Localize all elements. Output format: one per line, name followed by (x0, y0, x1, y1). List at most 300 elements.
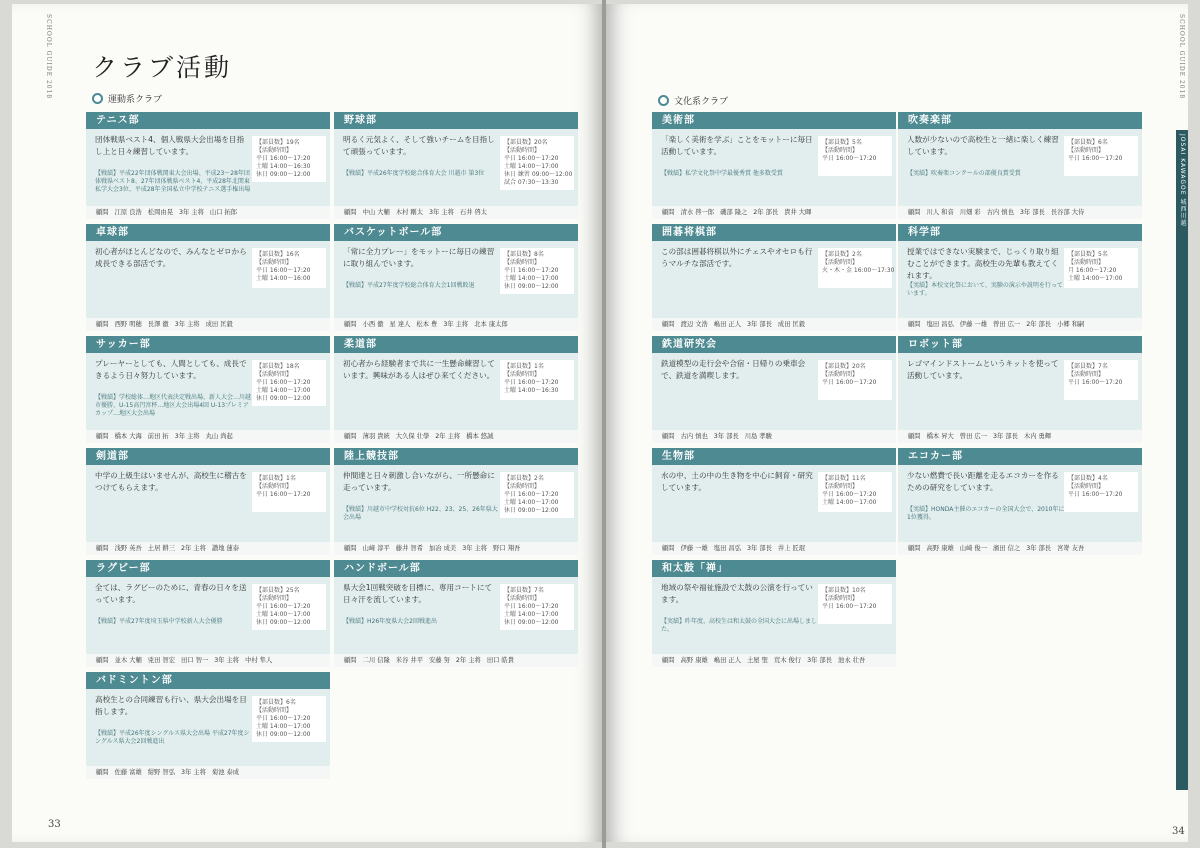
club-info-line: 休日 09:00～12:00 (256, 731, 311, 738)
club-staff-item: 前田 拓 (147, 433, 169, 440)
club-staff-item: 磯部 隆之 (720, 209, 748, 216)
club-info-box (1064, 472, 1138, 512)
right-page (606, 4, 1188, 842)
club-name: ラグビー部 (86, 560, 330, 577)
club-staff-row (334, 430, 578, 443)
club-name: サッカー部 (86, 336, 330, 353)
club-staff-item: 2年 部長 (753, 209, 779, 216)
club-info-line: 平日 16:00～17:20 (504, 379, 559, 386)
club-achievement: 【戦績】平成26年度シングルス県大会出場 平成27年度シングルス県大会2回戦進出 (95, 730, 250, 745)
club-name: 陸上競技部 (334, 448, 578, 465)
club-staff-item: 3年 主将 (178, 209, 204, 216)
club-info-line: 【活動時間】 (822, 371, 859, 378)
club-info-line: 休日 09:00～12:00 (256, 619, 311, 626)
club-staff-item: 紺野 智弘 (147, 769, 175, 776)
club-info-line: 平日 16:00～17:20 (822, 379, 877, 386)
club-info-line: 平日 16:00～17:20 (256, 491, 311, 498)
club-staff-row (86, 654, 330, 667)
club-info-box (500, 136, 574, 190)
club-info-box (500, 248, 574, 294)
club-info-line: 【活動時間】 (256, 595, 293, 602)
club-name: 美術部 (652, 112, 896, 129)
club-info-box (818, 584, 892, 624)
club-staff-item: 3年 部長 (1019, 209, 1045, 216)
club-staff-item: 宮嵜 友吾 (1057, 545, 1085, 552)
club-info-line: 休日 練習 09:00～12:00 (504, 171, 573, 178)
club-card (652, 448, 896, 555)
club-staff-item: 松本 豊 (416, 321, 438, 328)
club-info-line: 【活動時間】 (504, 259, 541, 266)
club-name: 柔道部 (334, 336, 578, 353)
club-description: 全ては、ラグビーのために、青春の日々を送っています。 (95, 583, 247, 604)
club-info-box (818, 136, 892, 176)
club-card (652, 224, 896, 331)
club-description: 「常に全力プレー」をモットーに毎日の練習に取り組んでいます。 (343, 247, 495, 268)
club-name: 和太鼓「禅」 (652, 560, 896, 577)
club-staff-item: 江原 良浩 (114, 209, 142, 216)
club-staff-item: 伊藤 一雄 (959, 321, 987, 328)
club-name: 囲碁将棋部 (652, 224, 896, 241)
club-staff-item: 嶋田 正人 (713, 657, 741, 664)
club-staff-item: 井上 匠珉 (777, 545, 806, 552)
club-staff-row (334, 206, 578, 219)
club-description: 少ない燃費で長い距離を走るエコカーを作るための研究をしています。 (907, 471, 1059, 492)
club-staff-item: 兇田 智宏 (147, 657, 175, 664)
club-name: バスケットボール部 (334, 224, 578, 241)
club-staff-item: 顧問 (908, 209, 921, 216)
club-info-line: 休日 09:00～12:00 (504, 619, 559, 626)
club-info-line: 【部員数】7名 (504, 587, 544, 594)
club-staff-item: 3年 主将 (181, 769, 206, 776)
club-staff-item: 顧問 (96, 545, 109, 552)
club-staff-item: 3年 部長 (807, 657, 833, 664)
page-number-left: 33 (48, 819, 61, 830)
club-description: 鉄道模型の走行会や合宿・日帰りの乗車会で、鉄道を満喫します。 (661, 359, 806, 380)
club-info-line: 平日 16:00～17:20 (504, 155, 559, 162)
club-name: 科学部 (898, 224, 1142, 241)
club-staff-item: 曾田 広一 (993, 321, 1021, 328)
club-name: テニス部 (86, 112, 330, 129)
club-info-box (252, 360, 326, 406)
club-staff-item: 川人 和音 (926, 209, 954, 216)
page-title: クラブ活動 (92, 53, 233, 82)
club-staff-item: 顧問 (96, 321, 109, 328)
club-staff-item: 長谷部 大侍 (1050, 209, 1085, 216)
club-achievement: 【戦績】川越市中学校対抗6位 H22、23、25、26年県大会出場 (343, 506, 498, 521)
club-info-line: 【活動時間】 (256, 147, 293, 154)
club-staff-row (334, 318, 578, 331)
club-staff-item: 石井 啓太 (459, 209, 488, 216)
club-info-box (252, 472, 326, 512)
club-staff-item: 北本 康太郎 (474, 321, 508, 328)
club-info-line: 【部員数】25名 (256, 587, 300, 594)
section-sports (92, 92, 162, 105)
club-info-line: 休日 09:00～12:00 (256, 171, 311, 178)
club-staff-item: 2年 主将 (181, 545, 206, 552)
club-staff-item: 池永 壮吾 (838, 657, 866, 664)
club-info-line: 【部員数】11名 (822, 475, 866, 482)
club-info-line: 【部員数】6名 (1068, 139, 1108, 146)
club-card (898, 112, 1142, 219)
club-staff-row (652, 206, 896, 219)
club-card (652, 112, 896, 219)
club-staff-item: 塩田 昌弘 (926, 321, 954, 328)
club-staff-item: 橋本 昇大 (926, 433, 954, 440)
club-achievement: 【戦績】平成26年度学校総合体育大会 川越市 第3位 (343, 170, 485, 177)
club-staff-row (652, 654, 896, 667)
club-staff-item: 3年 主将 (443, 321, 469, 328)
club-info-box (252, 248, 326, 288)
club-staff-item: 3年 部長 (993, 433, 1018, 440)
club-info-line: 平日 16:00～17:20 (822, 603, 877, 610)
club-info-box (818, 360, 892, 400)
club-info-line: 【活動時間】 (504, 147, 541, 154)
club-info-line: 【部員数】5名 (1068, 251, 1108, 258)
club-info-box (500, 472, 574, 518)
club-info-line: 休日 09:00～12:00 (504, 507, 559, 514)
club-info-line: 平日 16:00～17:20 (256, 603, 311, 610)
club-info-line: 【部員数】10名 (822, 587, 866, 594)
club-description: 水の中、土の中の生き物を中心に飼育・研究しています。 (661, 471, 813, 492)
club-staff-item: 顧問 (96, 433, 109, 440)
club-staff-item: 顧問 (662, 433, 675, 440)
club-description: 明るく元気よく、そして強いチームを目指して頑張っています。 (343, 135, 495, 156)
club-info-line: 【部員数】4名 (1068, 475, 1108, 482)
club-info-line: 【部員数】19名 (256, 139, 300, 146)
club-staff-item: 曾田 広一 (959, 433, 987, 440)
side-strip-text: JOSAI KAWAGOE 城西川越 (1179, 134, 1186, 227)
club-info-box (1064, 248, 1138, 288)
club-staff-item: 3年 部長 (747, 321, 772, 328)
club-staff-item: 松岡由晃 (147, 209, 173, 216)
club-info-line: 土曜 14:00～17:00 (1068, 275, 1123, 282)
club-staff-item: 安藤 努 (429, 657, 450, 664)
club-info-box (818, 248, 895, 288)
club-staff-item: 顧問 (662, 321, 675, 328)
club-name: 鉄道研究会 (652, 336, 896, 353)
club-achievement: 【戦績】平成27年度埼玉県中学校新人大会優勝 (95, 618, 223, 625)
club-info-line: 試合 07:30～13:30 (504, 179, 559, 186)
club-description: レゴマインドストームというキットを使って活動しています。 (907, 359, 1059, 380)
club-info-line: 平日 16:00～17:20 (1068, 155, 1123, 162)
club-staff-row (652, 542, 896, 555)
club-staff-item: 顧問 (344, 321, 357, 328)
club-name: ハンドボール部 (334, 560, 578, 577)
club-info-line: 土曜 14:00～17:00 (256, 723, 311, 730)
club-staff-item: 橋本 悠誠 (466, 433, 494, 440)
club-staff-item: 顧問 (344, 545, 357, 552)
club-card (898, 224, 1142, 331)
club-staff-item: 山﨑 俊一 (959, 545, 987, 552)
club-info-line: 【活動時間】 (1068, 371, 1105, 378)
club-info-line: 休日 09:00～12:00 (256, 395, 311, 402)
club-name: エコカー部 (898, 448, 1142, 465)
club-achievement: 【実績】昨年度、高校生は和太鼓の全国大会に出場しました。 (661, 618, 818, 633)
club-staff-item: 高野 康雄 (926, 545, 954, 552)
club-info-line: 平日 16:00～17:20 (256, 379, 311, 386)
club-staff-item: 顧問 (96, 657, 109, 664)
club-staff-item: 濱田 信之 (993, 545, 1021, 552)
club-description: 高校生との合同練習も行い、県大会出場を目指します。 (95, 695, 247, 716)
club-info-line: 平日 16:00～17:20 (256, 267, 311, 274)
club-achievement: 【実績】吹奏楽コンクールの部優良賞受賞 (907, 170, 1021, 177)
club-staff-item: 川島 孝駿 (744, 433, 772, 440)
club-staff-item: 田口 皓貴 (486, 657, 515, 664)
club-info-line: 土曜 14:00～17:00 (256, 387, 311, 394)
club-staff-item: 中山 大輔 (362, 209, 390, 216)
club-staff-item: 山口 拓郎 (209, 209, 238, 216)
section-ring-icon (658, 95, 669, 106)
club-staff-item: 清水 啓一郎 (680, 209, 715, 216)
club-info-line: 【部員数】20名 (504, 139, 548, 146)
club-staff-item: 米谷 井平 (395, 657, 423, 664)
club-staff-item: 2年 主将 (435, 433, 461, 440)
club-staff-item: 長澤 徹 (147, 321, 169, 328)
club-info-line: 【活動時間】 (822, 259, 859, 266)
club-info-box (500, 360, 574, 400)
club-staff-item: 2年 部長 (1026, 321, 1052, 328)
club-description: 初心者から経験者まで共に一生懸命練習しています。興味がある人はぜひ来てください。 (343, 359, 495, 380)
club-info-line: 土曜 14:00～17:00 (504, 275, 559, 282)
club-info-line: 土曜 14:00～17:00 (504, 499, 559, 506)
club-staff-item: 加冶 成美 (429, 545, 457, 552)
club-info-line: 【活動時間】 (1068, 483, 1105, 490)
club-info-line: 【活動時間】 (1068, 259, 1105, 266)
club-staff-item: 丸山 尚起 (205, 433, 233, 440)
club-staff-item: 木内 勇輝 (1023, 433, 1052, 440)
club-info-line: 【活動時間】 (504, 595, 541, 602)
club-info-box (1064, 136, 1138, 176)
club-info-line: 土曜 14:00～17:00 (822, 499, 877, 506)
club-staff-item: 並木 大輔 (114, 657, 142, 664)
club-card (898, 448, 1142, 555)
club-staff-item: 顧問 (96, 769, 109, 776)
club-info-line: 【活動時間】 (504, 483, 541, 490)
right-vertical-label: SCHOOL GUIDE 2018 (1178, 14, 1185, 100)
club-staff-item: 橋本 大海 (114, 433, 142, 440)
side-strip (1176, 130, 1188, 790)
club-info-line: 【部員数】5名 (822, 139, 862, 146)
club-achievement: 【実績】本校文化祭において、実験の演示や説明を行っています。 (907, 282, 1063, 297)
club-card (334, 560, 578, 667)
club-info-line: 【活動時間】 (256, 259, 293, 266)
club-card (652, 336, 896, 443)
club-card (86, 224, 330, 331)
club-info-line: 【部員数】20名 (822, 363, 866, 370)
club-name: 野球部 (334, 112, 578, 129)
page-number-right: 34 (1172, 826, 1185, 837)
club-info-line: 平日 16:00～17:20 (1068, 379, 1123, 386)
club-name: 生物部 (652, 448, 896, 465)
club-staff-item: 浅野 英吾 (114, 545, 142, 552)
club-card (652, 560, 896, 667)
club-staff-item: 3年 部長 (1026, 545, 1052, 552)
club-description: 中学の上級生はいませんが、高校生に稽古をつけてもらえます。 (95, 471, 247, 492)
club-staff-item: 木村 剛太 (395, 209, 423, 216)
club-info-line: 土曜 14:00～17:00 (256, 611, 311, 618)
club-info-line: 月 16:00～17:20 (1068, 267, 1117, 274)
club-name: バドミントン部 (86, 672, 330, 689)
club-staff-row (86, 430, 330, 443)
club-staff-item: 顧問 (96, 209, 109, 216)
club-staff-item: 顧問 (908, 545, 921, 552)
club-staff-row (334, 654, 578, 667)
club-staff-item: 小郷 和嗣 (1057, 321, 1085, 328)
club-staff-row (898, 430, 1142, 443)
club-staff-item: 貴井 大暉 (784, 209, 812, 216)
club-card (334, 224, 578, 331)
club-staff-row (652, 318, 896, 331)
club-description: 「楽しく美術を学ぶ」ことをモットーに毎日活動しています。 (661, 135, 813, 156)
section-ring-icon (92, 93, 103, 104)
club-name: 卓球部 (86, 224, 330, 241)
club-staff-item: 3年 主将 (174, 433, 200, 440)
club-info-line: 【部員数】1名 (256, 475, 296, 482)
club-info-line: 【部員数】6名 (256, 699, 296, 706)
club-name: 吹奏楽部 (898, 112, 1142, 129)
club-staff-item: 讃地 蓮泰 (211, 545, 240, 552)
club-info-line: 土曜 14:00～16:30 (256, 163, 311, 170)
club-staff-item: 野口 翔吾 (493, 545, 521, 552)
club-description: 授業ではできない実験まで、じっくり取り組むことができます。高校生の先輩も教えてくれます。 (907, 247, 1059, 280)
club-info-line: 【部員数】16名 (256, 251, 300, 258)
club-staff-item: 3年 部長 (747, 545, 772, 552)
club-info-line: 【活動時間】 (256, 483, 293, 490)
club-card (86, 112, 330, 219)
club-info-box (252, 584, 326, 630)
club-staff-item: 川畑 彩 (959, 209, 981, 216)
club-info-box (252, 696, 326, 742)
club-info-line: 【部員数】7名 (1068, 363, 1108, 370)
club-staff-item: 成田 匡毅 (777, 321, 806, 328)
club-info-box (500, 584, 574, 630)
section-label: 文化系クラブ (674, 97, 729, 107)
club-info-line: 【部員数】8名 (504, 251, 544, 258)
club-description: この部は囲碁将棋以外にチェスやオセロも行うマルチな部活です。 (661, 247, 813, 268)
club-staff-item: 山﨑 淳平 (362, 545, 390, 552)
club-staff-item: 佐藤 富雄 (114, 769, 142, 776)
club-info-box (252, 136, 326, 182)
club-info-line: 平日 16:00～17:20 (1068, 491, 1123, 498)
club-staff-item: 顧問 (908, 321, 921, 328)
club-info-line: 【活動時間】 (822, 595, 859, 602)
club-description: 人数が少ないので高校生と一緒に楽しく練習しています。 (907, 135, 1059, 156)
club-staff-item: 2年 主将 (455, 657, 481, 664)
club-staff-item: 土屋 聖 (747, 657, 768, 664)
club-staff-item: 大久保 壮學 (395, 433, 430, 440)
club-info-box (1064, 360, 1138, 400)
club-info-line: 平日 16:00～17:20 (256, 155, 311, 162)
club-description: 初心者がほとんどなので、みんなとゼロから成長できる部活です。 (95, 247, 247, 268)
club-info-line: 平日 16:00～17:20 (504, 267, 559, 274)
club-info-line: 土曜 14:00～16:30 (504, 387, 559, 394)
club-card (898, 336, 1142, 443)
club-staff-row (86, 542, 330, 555)
club-card (334, 112, 578, 219)
club-staff-item: 土居 耕三 (147, 545, 175, 552)
left-page (12, 4, 602, 842)
club-info-line: 休日 09:00～12:00 (504, 283, 559, 290)
club-name: ロボット部 (898, 336, 1142, 353)
club-staff-item: 渡辺 文浩 (680, 321, 708, 328)
club-staff-item: 薄羽 貴統 (362, 433, 390, 440)
club-staff-item: 古内 慎也 (680, 433, 708, 440)
club-achievement: 【戦績】平成22年団体戦関東大会出場、平成23～28年団体戦県ベスト8、27年団体戦県ベスト4、平成28年北関東私学大会3位、平成28年全国私立中学校テニス選手権出場 (95, 170, 251, 193)
club-info-line: 【活動時間】 (256, 707, 293, 714)
club-card (86, 336, 330, 443)
club-card (334, 336, 578, 443)
club-info-line: 【活動時間】 (822, 147, 859, 154)
club-staff-item: 成田 匡毅 (205, 321, 233, 328)
club-info-line: 【部員数】2名 (822, 251, 862, 258)
club-staff-item: 中村 隼人 (245, 657, 273, 664)
club-staff-row (86, 206, 330, 219)
club-info-line: 火・木・金 16:00～17:30 (822, 267, 895, 274)
club-achievement: 【戦績】平成27年度学校総合体育大会1回戦敗退 (343, 282, 475, 289)
club-staff-item: 藤井 智希 (395, 545, 423, 552)
club-staff-item: 高野 康雄 (680, 657, 708, 664)
club-staff-item: 顧問 (662, 209, 675, 216)
club-info-line: 【活動時間】 (504, 371, 541, 378)
club-card (86, 672, 330, 779)
club-staff-item: 3年 主将 (214, 657, 240, 664)
club-staff-item: 顧問 (344, 433, 357, 440)
club-staff-item: 3年 主将 (462, 545, 488, 552)
club-staff-row (86, 318, 330, 331)
club-info-line: 土曜 14:00～17:00 (504, 163, 559, 170)
club-staff-item: 顧問 (908, 433, 921, 440)
club-staff-row (898, 318, 1142, 331)
club-info-line: 【部員数】2名 (504, 475, 544, 482)
club-description: 地域の祭や福祉施設で太鼓の公演を行っています。 (661, 583, 813, 604)
club-staff-item: 田口 智一 (181, 657, 209, 664)
club-card (86, 448, 330, 555)
club-info-box (818, 472, 892, 512)
club-info-line: 平日 16:00～17:20 (504, 603, 559, 610)
club-info-line: 平日 16:00～17:20 (256, 715, 311, 722)
club-staff-row (898, 206, 1142, 219)
club-staff-item: 菊池 泰成 (211, 769, 240, 776)
club-staff-item: 3年 主将 (429, 209, 454, 216)
club-staff-item: 星 達人 (389, 321, 411, 328)
club-staff-item: 顧問 (344, 657, 357, 664)
club-staff-row (652, 430, 896, 443)
club-achievement: 【実績】HONDA主催のエコカーの全国大会で、2010年に1位獲得。 (907, 506, 1065, 521)
club-description: 県大会1回戦突破を目標に、専用コートにて日々汗を流しています。 (343, 583, 493, 604)
club-staff-item: 西野 明穂 (114, 321, 142, 328)
club-description: 団体戦県ベスト4、個人戦県大会出場を目指し上と日々練習しています。 (95, 135, 245, 156)
club-info-line: 【活動時間】 (1068, 147, 1105, 154)
club-card (334, 448, 578, 555)
club-info-line: 【部員数】18名 (256, 363, 300, 370)
club-staff-row (898, 542, 1142, 555)
section-label: 運動系クラブ (108, 95, 163, 105)
club-staff-item: 嶋田 正人 (713, 321, 741, 328)
club-staff-item: 顧問 (662, 657, 675, 664)
club-info-line: 【活動時間】 (822, 483, 859, 490)
club-staff-item: 小西 徹 (362, 321, 384, 328)
club-staff-item: 荒木 俊行 (773, 657, 802, 664)
club-card (86, 560, 330, 667)
section-culture (658, 94, 728, 107)
club-staff-item: 3年 主将 (174, 321, 200, 328)
club-achievement: 【戦績】私学文化祭中学最優秀賞 他多数受賞 (661, 170, 783, 177)
club-info-line: 【部員数】1名 (504, 363, 544, 370)
club-staff-item: 顧問 (662, 545, 675, 552)
club-description: プレーヤーとしても、人間としても、成長できるよう日々努力しています。 (95, 359, 247, 380)
club-staff-item: 伊藤 一雄 (680, 545, 708, 552)
club-staff-item: 古内 慎也 (986, 209, 1014, 216)
